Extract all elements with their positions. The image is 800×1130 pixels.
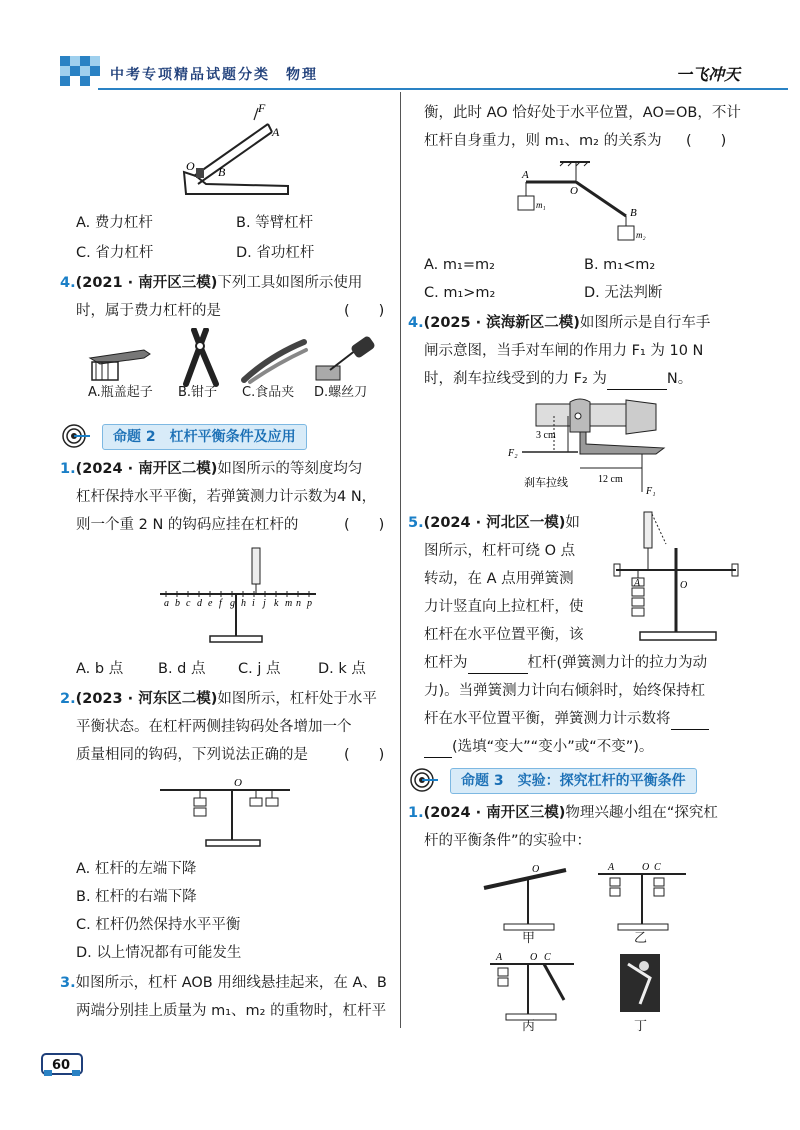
s2q5-text-8: 杆在水平位置平衡，弹簧测力计示数将 — [424, 711, 671, 727]
s2q4-text-3-unit: N。 — [666, 371, 693, 387]
yi-label-A: A — [608, 862, 615, 873]
s2q2-answer-paren: ( ) — [344, 747, 385, 763]
s2q5-source: (2024 · 河北区一模) — [423, 515, 566, 531]
s2q3-cont-text-2: 杠杆自身重力，则 m₁、m₂ 的关系为 — [424, 133, 662, 149]
s3q1-source: (2024 · 南开区三模) — [423, 805, 566, 821]
s3q1-line-1 — [408, 802, 718, 824]
scale-letter: p — [307, 598, 312, 609]
s2q5-text-7: 力)。当弹簧测力计向右倾斜时，始终保持杠 — [424, 683, 706, 699]
series-title: 中考专项精品试题分类 物理 — [110, 67, 318, 83]
scale-letter: f — [219, 598, 222, 609]
s2q1-text-1: 如图所示的等刻度均匀 — [217, 461, 363, 477]
caption-ding: 丁 — [634, 1019, 648, 1034]
s2q3-text-2: 两端分别挂上质量为 m₁、m₂ 的重物时，杠杆平 — [76, 1003, 387, 1019]
s2q5-number: 5. — [408, 515, 424, 531]
page-number-badge — [40, 1052, 84, 1078]
s2q2-line-1 — [60, 688, 377, 710]
s2q2-text-3: 质量相同的钩码，下列说法正确的是 — [76, 747, 308, 763]
s2q2-source: (2023 · 河东区二模) — [75, 691, 218, 707]
s2q2-text-1: 如图所示，杠杆处于水平 — [217, 691, 377, 707]
s2q4-text-3: 时，刹车拉线受到的力 F₂ 为 — [424, 371, 607, 387]
scale-letter: j — [263, 598, 266, 609]
s2q3-label-m2: m₂ — [636, 230, 646, 240]
s2q5-text-6b: 杠杆(弹簧测力计的拉力为动 — [527, 655, 708, 671]
s2q4-figure-bike-brake — [506, 396, 676, 506]
s3q1-figure-yi — [592, 858, 692, 938]
s2q5-text-4: 力计竖直向上拉杠杆，使 — [424, 599, 584, 615]
s2q4-text-1: 如图所示是自行车手 — [579, 315, 711, 331]
scale-letter: e — [208, 598, 213, 609]
s2q3-option-c: C. m₁>m₂ — [424, 285, 496, 301]
header-checker-decoration — [0, 0, 110, 100]
s2q5-text-1: 如 — [565, 515, 580, 531]
s2q5-answer-blank-2[interactable] — [671, 715, 709, 730]
s2q3-option-a: A. m₁=m₂ — [424, 257, 495, 273]
s2q4-number: 4. — [408, 315, 424, 331]
s2q3-label-B: B — [630, 207, 637, 219]
tool-label-c: C.食品夹 — [242, 385, 295, 400]
tool-screwdriver-icon — [312, 336, 382, 386]
s2q5-label-O: O — [680, 580, 688, 591]
s2q4-line-1 — [408, 312, 710, 334]
s2q5-text-3: 转动，在 A 点用弹簧测 — [424, 571, 574, 587]
s2q2-option-a: A. 杠杆的左端下降 — [76, 861, 197, 877]
s2q2-option-b: B. 杠杆的右端下降 — [76, 889, 197, 905]
s2q1-number: 1. — [60, 461, 76, 477]
section-2-title: 命题 2 杠杆平衡条件及应用 — [102, 424, 307, 450]
tool-pliers-icon — [176, 328, 226, 388]
q3-label-O: O — [186, 159, 195, 173]
s2q5-line-8 — [424, 708, 709, 730]
tool-label-a: A.瓶盖起子 — [88, 385, 153, 400]
s2q1-figure-lever-scale — [154, 542, 324, 652]
q4-text-2: 时，属于费力杠杆的是 — [76, 303, 221, 319]
s2q4-label-12cm: 12 cm — [598, 474, 623, 485]
s3q1-text-1: 物理兴趣小组在“探究杠 — [565, 805, 718, 821]
s2q5-answer-blank-2-cont[interactable] — [424, 743, 452, 758]
s2q2-option-c: C. 杠杆仍然保持水平平衡 — [76, 917, 241, 933]
q3-option-b: B. 等臂杠杆 — [236, 215, 314, 231]
yi-label-O: O — [642, 862, 650, 873]
jia-label-O: O — [532, 864, 540, 875]
q4-text-1: 下列工具如图所示使用 — [217, 275, 363, 291]
s2q3-label-m1: m₁ — [536, 200, 546, 210]
tool-food-tongs-icon — [240, 336, 310, 386]
bing-label-O: O — [530, 952, 538, 963]
s2q3-answer-paren: ( ) — [686, 133, 727, 149]
scale-letter: b — [175, 598, 180, 609]
scale-letter: d — [197, 598, 202, 609]
s2q3-text-1: 如图所示，杠杆 AOB 用细线悬挂起来，在 A、B — [75, 975, 387, 991]
q3-label-B: B — [218, 165, 226, 179]
q3-option-d: D. 省功杠杆 — [236, 245, 315, 261]
s3q1-number: 1. — [408, 805, 424, 821]
s3q1-figure-ding-photo — [620, 954, 660, 1014]
caption-jia: 甲 — [522, 931, 536, 946]
s2q3-cont-text-1: 衡，此时 AO 恰好处于水平位置，AO=OB，不计 — [424, 105, 741, 121]
s2q3-option-d: D. 无法判断 — [584, 285, 663, 301]
header-rule — [98, 88, 788, 90]
s2q3-figure-hanging-lever — [510, 160, 670, 260]
s2q5-answer-blank-1[interactable] — [468, 659, 528, 674]
s2q4-label-F1: F₁ — [646, 486, 656, 497]
s2q1-line-1 — [60, 458, 362, 480]
s2q5-text-6: 杠杆为 — [424, 655, 468, 671]
s2q2-label-O: O — [234, 777, 242, 789]
s2q5-text-5: 杠杆在水平位置平衡，该 — [424, 627, 584, 643]
page-number: 60 — [52, 1058, 71, 1073]
s2q1-option-b: B. d 点 — [158, 661, 206, 677]
s2q5-figure-lever-stand — [606, 508, 746, 648]
column-divider — [400, 92, 401, 1028]
q4-answer-paren: ( ) — [344, 303, 385, 319]
s2q1-answer-paren: ( ) — [344, 517, 385, 533]
target-icon — [410, 766, 438, 794]
q4-source: (2021 · 南开区三模) — [75, 275, 218, 291]
scale-letter: h — [241, 598, 246, 609]
s2q5-line-6 — [424, 652, 707, 674]
s2q2-text-2: 平衡状态。在杠杆两侧挂钩码处各增加一个 — [76, 719, 352, 735]
q3-figure-lever-tool — [176, 102, 306, 202]
s2q1-source: (2024 · 南开区二模) — [75, 461, 218, 477]
s2q4-source: (2025 · 滨海新区二模) — [423, 315, 580, 331]
scale-letter: g — [230, 598, 235, 609]
s2q5-label-A: A — [634, 578, 641, 589]
s2q5-text-9: (选填“变大”“变小”或“不变”)。 — [452, 739, 654, 755]
s2q4-text-2: 闸示意图，当手对车闸的作用力 F₁ 为 10 N — [424, 343, 704, 359]
scale-letter: i — [252, 598, 255, 609]
s2q1-option-d: D. k 点 — [318, 661, 366, 677]
q3-label-A: A — [272, 125, 280, 139]
section-heading-3 — [410, 768, 750, 792]
s2q3-label-O: O — [570, 185, 578, 197]
target-icon — [62, 422, 90, 450]
q4-number: 4. — [60, 275, 76, 291]
s2q1-option-a: A. b 点 — [76, 661, 124, 677]
bing-label-A: A — [496, 952, 503, 963]
scale-letter: k — [274, 598, 279, 609]
brand-logo-text: 一飞冲天 — [676, 65, 741, 84]
q3-option-c: C. 省力杠杆 — [76, 245, 154, 261]
tool-label-d: D.螺丝刀 — [314, 385, 368, 400]
s2q4-answer-blank[interactable] — [607, 375, 667, 390]
s2q3-number: 3. — [60, 975, 76, 991]
s2q4-label-cable: 刹车拉线 — [524, 477, 568, 489]
s3q1-figure-jia — [480, 858, 580, 938]
scale-letter: c — [186, 598, 191, 609]
q3-option-a: A. 费力杠杆 — [76, 215, 153, 231]
s2q2-number: 2. — [60, 691, 76, 707]
s3q1-text-2: 杆的平衡条件”的实验中： — [424, 833, 592, 849]
s2q3-label-A: A — [522, 169, 529, 181]
s2q1-text-3: 则一个重 2 N 的钩码应挂在杠杆的 — [76, 517, 299, 533]
scale-letter: n — [296, 598, 301, 609]
yi-label-C: C — [654, 862, 661, 873]
tool-label-b: B.钳子 — [178, 385, 218, 400]
s2q4-line-3 — [424, 368, 692, 390]
caption-yi: 乙 — [634, 931, 648, 946]
s2q2-figure-lever-weights — [156, 774, 296, 854]
s2q5-line-1 — [408, 512, 580, 534]
scale-letter: a — [164, 598, 169, 609]
section-3-title: 命题 3 实验：探究杠杆的平衡条件 — [450, 768, 697, 794]
s2q3-line-1 — [60, 972, 387, 994]
section-heading-2 — [62, 424, 362, 448]
s2q4-label-F2: F₂ — [508, 448, 518, 459]
s2q4-label-3cm: 3 cm — [536, 430, 556, 441]
s2q3-option-b: B. m₁<m₂ — [584, 257, 656, 273]
scale-letter: m — [285, 598, 293, 609]
caption-bing: 丙 — [522, 1019, 536, 1034]
q3-label-F: F — [258, 102, 266, 115]
page-header — [0, 0, 800, 100]
q4-line-1 — [60, 272, 362, 294]
s2q2-option-d: D. 以上情况都有可能发生 — [76, 945, 242, 961]
tool-bottle-opener-icon — [86, 336, 156, 386]
s2q5-line-9 — [424, 736, 653, 758]
s2q1-text-2: 杠杆保持水平平衡，若弹簧测力计示数为4 N， — [76, 489, 377, 505]
s2q1-option-c: C. j 点 — [238, 661, 281, 677]
bing-label-C: C — [544, 952, 551, 963]
s2q5-text-2: 图所示，杠杆可绕 O 点 — [424, 543, 576, 559]
